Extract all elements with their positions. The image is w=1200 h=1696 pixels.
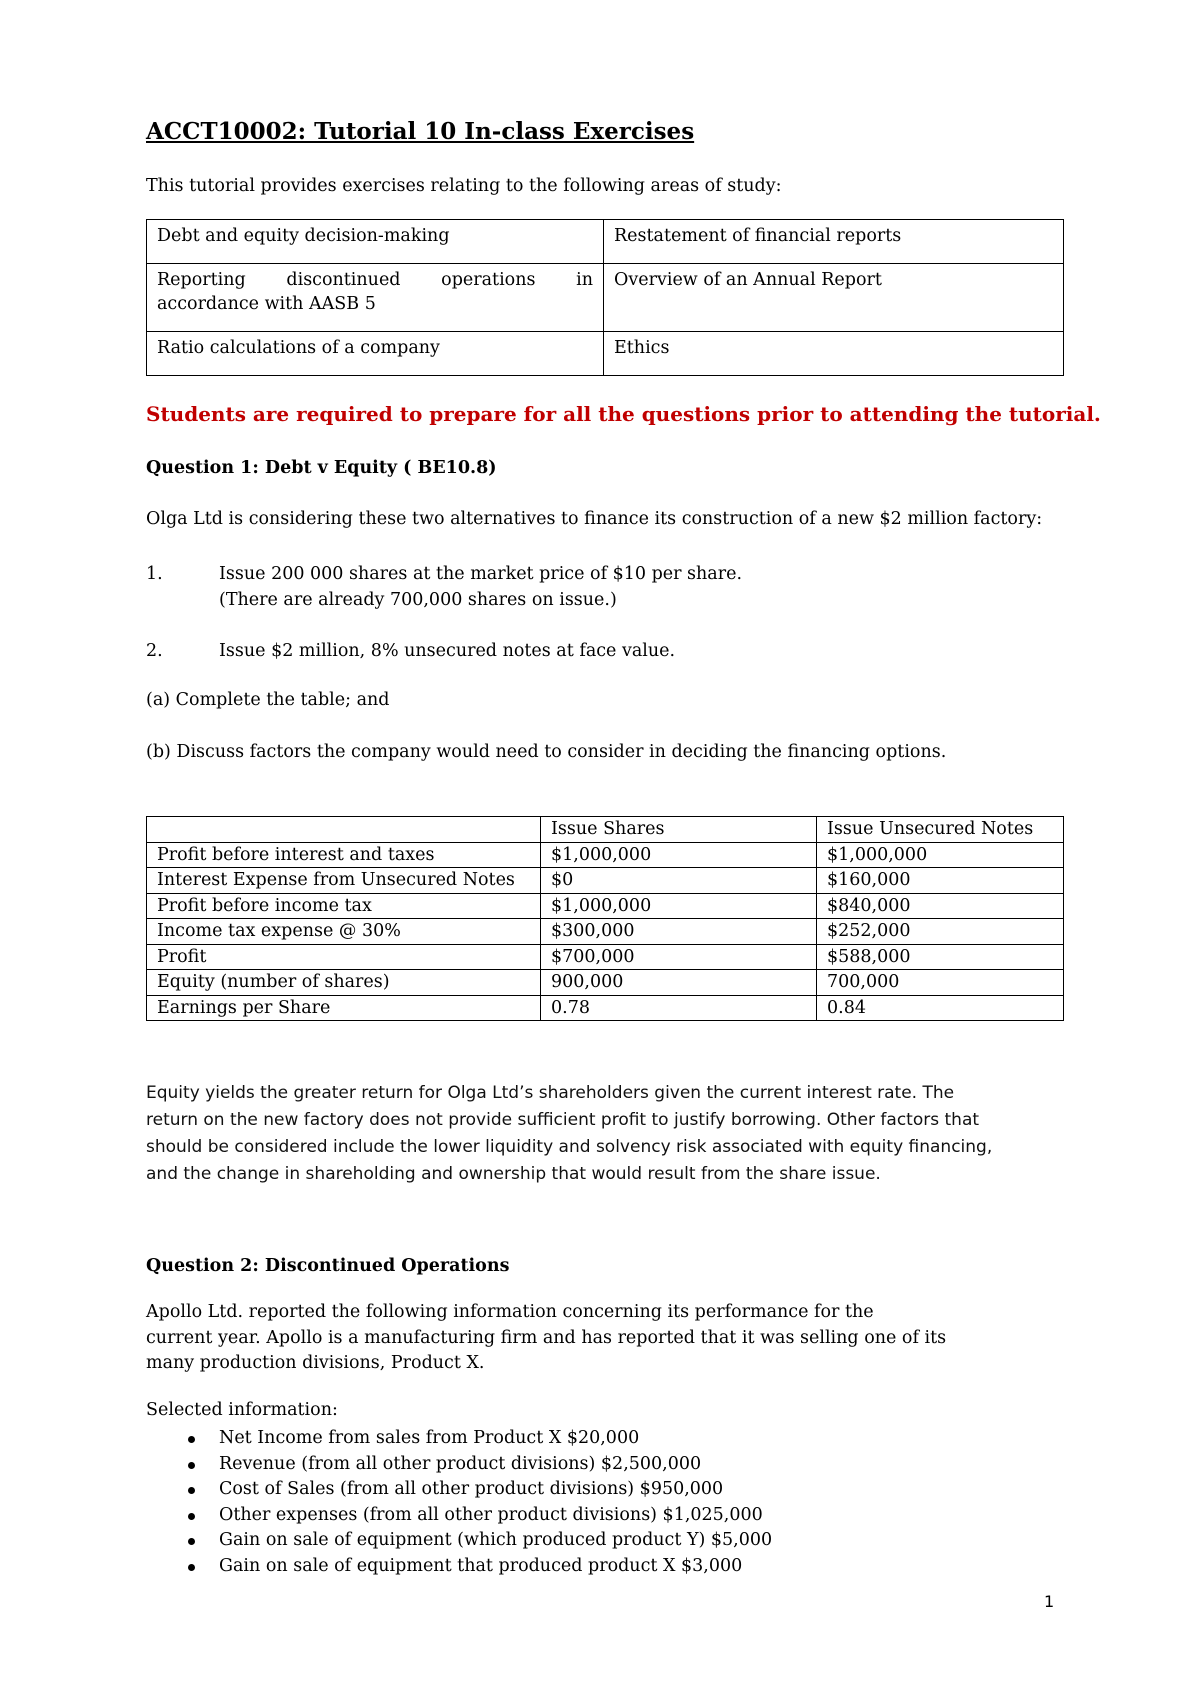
table-row	[147, 944, 1064, 970]
list-item-text: Other expenses (from all other product divisions) $1,025,000	[219, 1504, 763, 1525]
table-cell: Equity (number of shares)	[147, 970, 541, 996]
table-cell: Reporting discontinued operations in accordance with AASB 5	[147, 264, 604, 332]
list-number: 2.	[146, 641, 163, 661]
table-cell: Debt and equity decision-making	[147, 220, 604, 264]
table-row	[147, 995, 1064, 1021]
table-header-row	[147, 817, 1064, 843]
answer-line: and the change in shareholding and ownership that would result from the share issue.	[146, 1164, 881, 1184]
table-cell: 0.78	[541, 995, 817, 1021]
part-b: (b) Discuss factors the company would need to consider in deciding the financing options.	[146, 742, 947, 762]
list-item	[146, 1426, 772, 1452]
list-item	[146, 1452, 772, 1478]
answer-line: return on the new factory does not provide sufficient profit to justify borrowing. Other factors that	[146, 1110, 980, 1130]
table-cell: Ethics	[604, 332, 1064, 376]
table-cell: $0	[541, 868, 817, 894]
table-cell: Ratio calculations of a company	[147, 332, 604, 376]
list-text: Issue $2 million, 8% unsecured notes at face value.	[219, 641, 676, 661]
bullet-icon	[188, 1436, 195, 1443]
table-header-cell: Issue Shares	[541, 817, 817, 843]
list-item	[146, 1477, 772, 1503]
financing-comparison-table	[146, 816, 1064, 1021]
table-cell: $1,000,000	[817, 842, 1064, 868]
list-text	[219, 561, 742, 613]
question-1-text: Olga Ltd is considering these two alternatives to finance its construction of a new $2 million factory:	[146, 509, 1043, 529]
table-cell: $1,000,000	[541, 842, 817, 868]
table-header-cell	[147, 817, 541, 843]
table-cell: Overview of an Annual Report	[604, 264, 1064, 332]
question-2-heading: Question 2: Discontinued Operations	[146, 1256, 510, 1276]
selected-information-list	[146, 1426, 772, 1579]
table-cell: Profit	[147, 944, 541, 970]
list-item-text: Revenue (from all other product divisions) $2,500,000	[219, 1453, 702, 1474]
list-item	[146, 1503, 772, 1529]
table-header-cell: Issue Unsecured Notes	[817, 817, 1064, 843]
document-title: ACCT10002: Tutorial 10 In-class Exercises	[146, 118, 695, 145]
table-cell: Restatement of financial reports	[604, 220, 1064, 264]
table-row	[147, 332, 1064, 376]
question-1-answer	[146, 1080, 1064, 1188]
page-number: 1	[1044, 1592, 1055, 1611]
table-cell: Profit before income tax	[147, 893, 541, 919]
bullet-icon	[188, 1487, 195, 1494]
list-item-text: Gain on sale of equipment that produced product X $3,000	[219, 1555, 743, 1576]
table-row	[147, 970, 1064, 996]
bullet-icon	[188, 1564, 195, 1571]
selected-information-label: Selected information:	[146, 1400, 338, 1420]
question-1-heading: Question 1: Debt v Equity ( BE10.8)	[146, 458, 497, 478]
table-cell: 900,000	[541, 970, 817, 996]
table-cell: 700,000	[817, 970, 1064, 996]
list-item-text: Gain on sale of equipment (which produced product Y) $5,000	[219, 1530, 773, 1550]
list-item	[146, 1554, 772, 1580]
list-item-text: Net Income from sales from Product X $20,000	[219, 1428, 640, 1448]
question-2-text	[146, 1300, 946, 1377]
table-row	[147, 264, 1064, 332]
table-cell: $588,000	[817, 944, 1064, 970]
list-number: 1.	[146, 564, 163, 584]
part-a: (a) Complete the table; and	[146, 690, 390, 710]
text-line: many production divisions, Product X.	[146, 1353, 485, 1373]
table-row	[147, 893, 1064, 919]
table-cell: Profit before interest and taxes	[147, 842, 541, 868]
table-row	[147, 842, 1064, 868]
table-cell: Earnings per Share	[147, 995, 541, 1021]
text-line: Apollo Ltd. reported the following information concerning its performance for the	[146, 1302, 874, 1322]
study-areas-table	[146, 219, 1064, 376]
table-row	[147, 919, 1064, 945]
table-cell: $252,000	[817, 919, 1064, 945]
answer-line: Equity yields the greater return for Olga Ltd’s shareholders given the current interest rate. The	[146, 1083, 955, 1103]
table-row	[147, 220, 1064, 264]
table-row	[147, 868, 1064, 894]
list-item	[146, 638, 1064, 668]
table-cell: $700,000	[541, 944, 817, 970]
preparation-warning: Students are required to prepare for all the questions prior to attending the tutorial.	[146, 402, 1101, 426]
list-text-line: Issue 200 000 shares at the market price of $10 per share.	[219, 564, 743, 584]
table-cell: $1,000,000	[541, 893, 817, 919]
list-item	[146, 561, 1064, 621]
answer-line: should be considered include the lower liquidity and solvency risk associated with equity financing,	[146, 1137, 993, 1157]
list-item-text: Cost of Sales (from all other product divisions) $950,000	[219, 1479, 724, 1499]
text-line: current year. Apollo is a manufacturing firm and has reported that it was selling one of its	[146, 1327, 947, 1348]
table-cell: 0.84	[817, 995, 1064, 1021]
bullet-icon	[188, 1538, 195, 1545]
table-cell: Interest Expense from Unsecured Notes	[147, 868, 541, 894]
table-cell: $160,000	[817, 868, 1064, 894]
intro-text: This tutorial provides exercises relating to the following areas of study:	[146, 176, 782, 196]
justified-line: Reporting discontinued operations in	[157, 270, 593, 290]
table-cell: Income tax expense @ 30%	[147, 919, 541, 945]
bullet-icon	[188, 1462, 195, 1469]
table-cell: $840,000	[817, 893, 1064, 919]
bullet-icon	[188, 1513, 195, 1520]
table-cell: $300,000	[541, 919, 817, 945]
list-item	[146, 1528, 772, 1554]
list-text-line: (There are already 700,000 shares on issue.)	[219, 590, 617, 610]
